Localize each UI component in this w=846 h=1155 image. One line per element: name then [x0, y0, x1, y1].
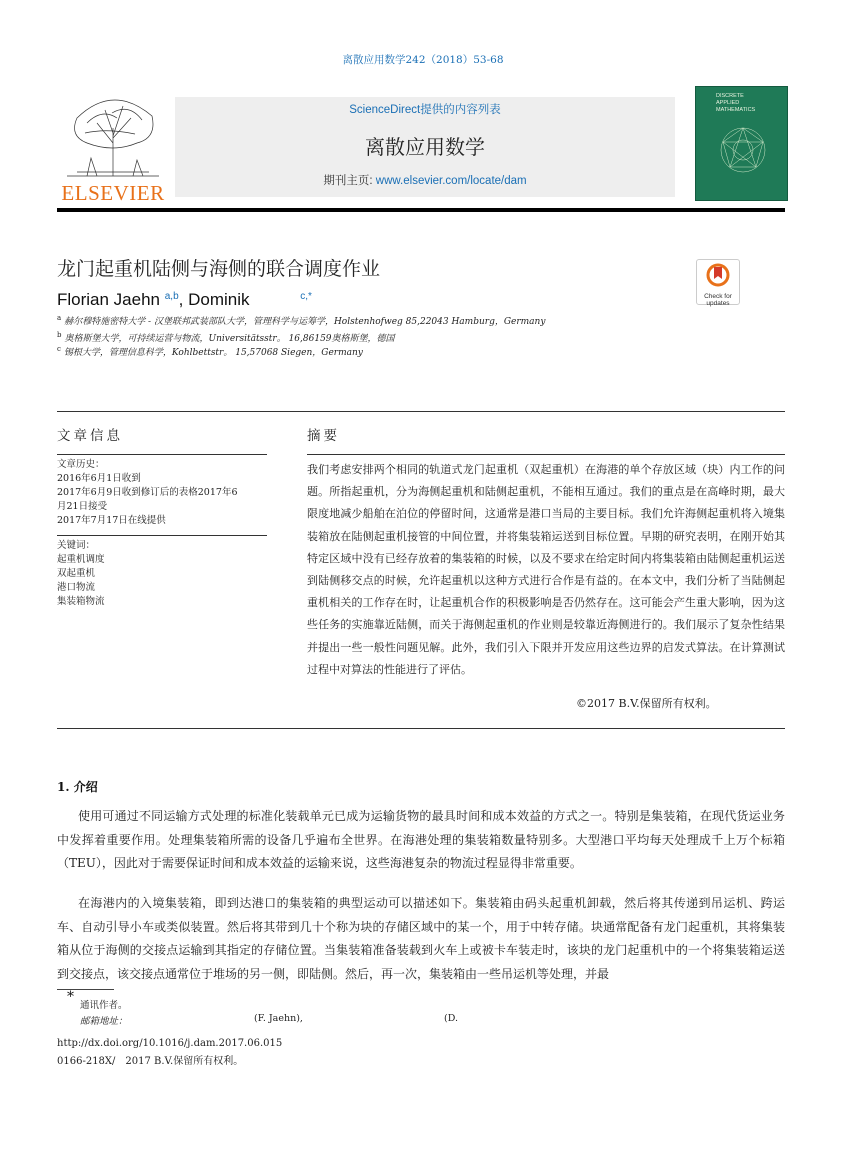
- journal-reference[interactable]: 离散应用数学242（2018）53-68: [342, 54, 504, 66]
- affiliation-b: [57, 331, 395, 344]
- tree-logo-icon: [57, 88, 169, 180]
- keyword-item[interactable]: 集装箱物流: [57, 596, 105, 607]
- article-history: [57, 458, 267, 528]
- affiliation-c: [57, 345, 363, 358]
- author-name[interactable]: , Dominik: [178, 290, 250, 309]
- affiliation-mark: c: [57, 345, 61, 353]
- affiliation-text: 奥格斯堡大学，可持续运营与物流，Universitätsstr。 16,86159奥格斯堡，德国: [64, 334, 395, 344]
- affiliation-text: 赫尔穆特施密特大学 - 汉堡联邦武装部队大学，管理科学与运筹学，Holstenhofweg 85,22043 Hamburg，Germany: [64, 317, 546, 327]
- affiliation-mark: b: [57, 331, 62, 339]
- email-author-2[interactable]: (D.: [444, 1013, 459, 1024]
- cover-title: [716, 93, 755, 114]
- intro-paragraph-2: 在海港内的入境集装箱，即到达港口的集装箱的典型运动可以描述如下。集装箱由码头起重机卸载，然后将其传递到吊运机、跨运车、自动引导小车或类似装置。然后将其带到几十个称为块的存储区域中的某一个，用于中转存储。块通常配备有龙门起重机，其将集装箱从位于海侧的交接点运输到其指定的存储位置。当集装箱准备装载到火车上或被卡车装走时，该块的龙门起重机中的一个将集装箱运送到交接点，该交接点通常位于堆场的另一侧，即陆侧。然后，再一次，集装箱由一些吊运机等处理，并最: [57, 896, 785, 982]
- intro-paragraph-1: 使用可通过不同运输方式处理的标准化装载单元已成为运输货物的最具时间和成本效益的方式之一。特别是集装箱，在现代货运业务中发挥着重要作用。处理集装箱所需的设备几乎遍布全世界。在海港处理的集装箱数量特别多。大型港口平均每天处理成千上万个标箱（TEU），因此对于需要保证时间和成本效益的运输来说，这些海港复杂的物流过程显得非常重要。: [57, 809, 785, 871]
- check-for-updates-button[interactable]: [696, 259, 740, 305]
- journal-homepage: [175, 172, 675, 188]
- homepage-link[interactable]: www.elsevier.com/locate/dam: [375, 175, 527, 187]
- abstract-rule: [307, 454, 785, 455]
- footnote-rule: [57, 989, 114, 990]
- footnote-star: *: [67, 989, 74, 1005]
- email-label: 邮箱地址：: [80, 1016, 128, 1027]
- journal-title: 离散应用数学: [365, 135, 485, 159]
- cover-title-line: DISCRETE: [716, 93, 744, 99]
- journal-header-box: [175, 97, 675, 197]
- keyword-item[interactable]: 起重机调度: [57, 554, 105, 565]
- elsevier-wordmark: ELSEVIER: [61, 181, 165, 205]
- history-item: 月21日接受: [57, 501, 108, 512]
- author-name[interactable]: Florian Jaehn: [57, 290, 161, 309]
- affiliation-a: [57, 314, 545, 327]
- cover-title-line: APPLIED: [716, 100, 740, 106]
- keyword-item[interactable]: 双起重机: [57, 568, 96, 579]
- history-item: 2016年6月1日收到: [57, 473, 141, 484]
- keywords-label: 关键词：: [57, 540, 96, 551]
- history-label: 文章历史：: [57, 459, 105, 470]
- keywords-rule: [57, 535, 267, 536]
- article-info-rule: [57, 454, 267, 455]
- check-label-line1: Check for: [704, 293, 732, 300]
- homepage-label: 期刊主页:: [323, 175, 376, 187]
- corresponding-author-note: 通讯作者。: [80, 1000, 128, 1011]
- keywords-block: [57, 539, 267, 609]
- history-item: 2017年7月17日在线提供: [57, 515, 166, 526]
- issn-copyright: 0166-218X/ 2017 B.V.保留所有权利。: [57, 1056, 244, 1067]
- abstract-heading: 摘要: [307, 428, 340, 444]
- history-item: 2017年6月9日收到修订后的表格2017年6: [57, 487, 238, 498]
- article-info-heading: 文章信息: [57, 428, 123, 444]
- email-author-1[interactable]: (F. Jaehn),: [254, 1013, 303, 1024]
- abstract-text: 我们考虑安排两个相同的轨道式龙门起重机（双起重机）在海港的单个存放区域（块）内工作的问题。所指起重机，分为海侧起重机和陆侧起重机，不能相互通过。我们的重点是在高峰时期，最大限度地减少船舶在泊位的停留时间，这通常是港口当局的主要目标。我们允许海侧起重机将入境集装箱放在陆侧起重机接管的中间位置，并将集装箱运送到目标位置。早期的研究表明，在刚开始其特定区域中没有已经存放着的集装箱的时候，以及不要求在给定时间内将集装箱由陆侧起重机运送到陆侧移交点的时候，允许起重机以这种方式进行合作是有益的。在本文中，我们分析了当陆侧起重机相关的工作存在时，让起重机合作的积极影响是否仍然存在。这可能会产生重大影响，因为这些任务的实施靠近陆侧，而关于海侧起重机的作业则是较靠近海侧进行的。我们展示了复杂性结果并提出一些一般性问题见解。此外，我们引入下限并开发应用这些边界的启发式算法。在计算测试过程中对算法的性能进行了评估。: [307, 463, 785, 676]
- section-rule: [57, 411, 785, 412]
- doi-link[interactable]: http://dx.doi.org/10.1016/j.dam.2017.06.015: [57, 1038, 283, 1049]
- author-affiliation-mark[interactable]: c,*: [300, 291, 312, 302]
- check-updates-label: [697, 293, 739, 307]
- contents-available-line[interactable]: ScienceDirect提供的内容列表: [349, 104, 501, 116]
- abstract-bottom-rule: [57, 728, 785, 729]
- author-list: [57, 290, 312, 310]
- abstract-copyright: ©2017 B.V.保留所有权利。: [576, 697, 717, 710]
- check-label-line2: updates: [706, 300, 730, 307]
- cover-title-line: MATHEMATICS: [716, 107, 756, 113]
- section-heading-introduction: 1. 介绍: [57, 780, 98, 794]
- header-rule: [57, 208, 785, 212]
- cover-graph-icon: [718, 125, 768, 175]
- journal-cover[interactable]: [695, 86, 788, 201]
- keyword-item[interactable]: 港口物流: [57, 582, 96, 593]
- check-updates-icon: [705, 263, 731, 287]
- elsevier-logo[interactable]: [57, 88, 169, 206]
- affiliation-mark: a: [57, 314, 62, 322]
- article-title: 龙门起重机陆侧与海侧的联合调度作业: [57, 258, 381, 280]
- author-affiliation-mark[interactable]: a,b: [164, 291, 179, 302]
- affiliation-text: 锡根大学，管理信息科学，Kohlbettstr。 15,57068 Siegen，Germany: [63, 348, 363, 358]
